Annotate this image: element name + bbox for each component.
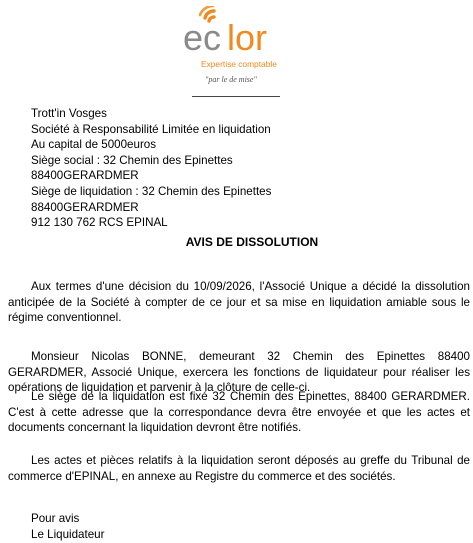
logo-divider <box>192 96 280 97</box>
company-name: Trott'in Vosges <box>31 107 107 120</box>
signature-block <box>31 511 105 542</box>
paragraph-decision: Aux termes d'une décision du 10/09/2026, l'Associé Unique a décidé la dissolution anticipée de la Société à compter de ce jour et sa mise en liquidation amiable sous le régime conventionnel. <box>8 280 470 325</box>
closing-pour-avis: Pour avis <box>31 512 80 525</box>
notice-title: AVIS DE DISSOLUTION <box>185 235 319 249</box>
company-registered-office: Siège social : 32 Chemin des Epinettes <box>31 153 233 167</box>
eclor-logo-graphic <box>183 6 295 88</box>
logo-tagline: Expertise comptable <box>201 59 277 69</box>
company-rcs-number: 912 130 762 RCS EPINAL <box>31 216 168 230</box>
logo-signature: "par le de mise" <box>205 75 257 84</box>
company-registered-office-city: 88400GERARDMER <box>31 169 139 183</box>
paragraph-filing: Les actes et pièces relatifs à la liquidation seront déposés au greffe du Tribunal de commerce d'EPINAL, en annexe au Registre du commerce et des sociétés. <box>8 454 470 483</box>
logo-wordmark-ec: ec <box>183 17 222 58</box>
eclor-logo <box>183 6 295 88</box>
paragraph-liquidation-seat: Le siège de la liquidation est fixé 32 Chemin des Epinettes, 88400 GERARDMER. C'est à cette adresse que la correspondance devra être envoyée et que les actes et documents concernant la liquidation devront être notifiés. <box>8 390 470 435</box>
company-header <box>31 106 451 231</box>
paragraph-liquidator: Monsieur Nicolas BONNE, demeurant 32 Chemin des Epinettes 88400 GERARDMER, Associé Unique, exercera les fonctions de liquidateur pour réaliser les opérations de liquidation et parvenir à la clôture de celle-ci. <box>8 350 470 395</box>
company-legal-form: Société à Responsabilité Limitée en liquidation <box>31 122 271 136</box>
logo-wordmark-lor: lor <box>227 17 268 58</box>
company-liquidation-office: Siège de liquidation : 32 Chemin des Epinettes <box>31 184 272 198</box>
closing-liquidator: Le Liquidateur <box>31 527 105 541</box>
company-liquidation-office-city: 88400GERARDMER <box>31 200 139 214</box>
company-capital: Au capital de 5000euros <box>31 138 157 152</box>
